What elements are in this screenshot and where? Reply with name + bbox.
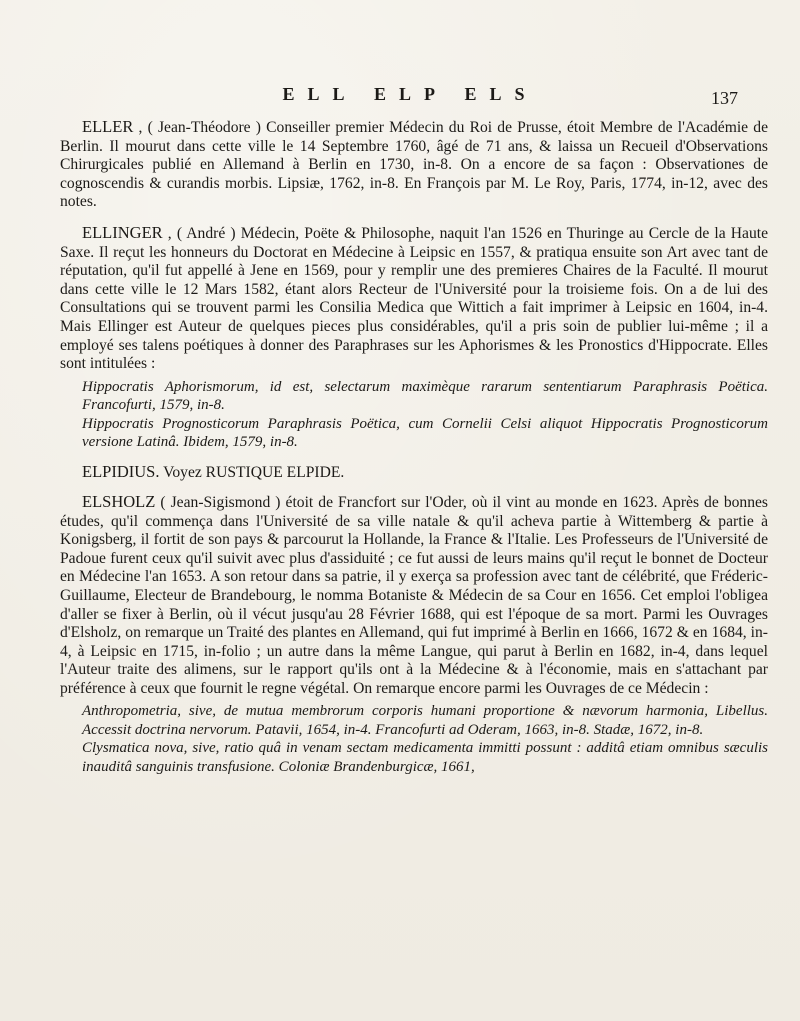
works-list	[60, 702, 768, 776]
entry-text: Voyez RUSTIQUE ELPIDE.	[163, 464, 345, 482]
page-header	[60, 78, 760, 108]
work-title: Anthropometria, sive, de mutua membrorum corporis humani proportione & nævorum harmonia, Libellus. Accessit doctrina nervorum. Patavii, 1654, in-4. Francofurti ad Oderam, 1663, in-8. Stadæ, 1672, in-8.	[82, 703, 768, 738]
work-title: Hippocratis Prognosticorum Paraphrasis Poëtica, cum Cornelii Celsi aliquot Hippocratis Prognosticorum versione Latinâ. Ibidem, 1579, in-8.	[82, 415, 768, 450]
running-head: ELL ELP ELS	[282, 84, 538, 104]
work-title: Clysmatica nova, sive, ratio quâ in venam sectam medicamenta immitti possunt : additâ etiam omnibus sæculis inauditâ sanguinis transfusione. Coloniæ Brandenburgicæ, 1661,	[82, 740, 768, 775]
work-title: Hippocratis Aphorismorum, id est, selectarum maximèque rararum sententiarum Paraphrasis Poëtica. Francofurti, 1579, in-8.	[82, 378, 768, 414]
entry-elpidius	[60, 463, 768, 483]
page-number: 137	[711, 88, 738, 108]
entry-headword: ELPIDIUS.	[82, 462, 160, 482]
entry-text: , ( Jean-Théodore ) Conseiller premier Médecin du Roi de Prusse, étoit Membre de l'Académie de Berlin. Il mourut dans cette ville le 14 Septembre 1760, âgé de 71 ans, & laissa un Recueil d'Observations Chirurgicales publié en Allemand à Berlin en 1730, in-8. On a encore de sa façon : Observationes de cognoscendis & curandis morbis. Lipsiæ, 1762, in-8. En François par M. Le Roy, Paris, 1774, in-12, avec des notes.	[60, 119, 768, 211]
entry-headword: ELLINGER	[82, 222, 163, 242]
entry-headword: ELLER	[82, 117, 134, 136]
page-body	[60, 118, 768, 776]
entry-headword: ELSHOLZ	[82, 491, 156, 511]
entry-eller	[60, 118, 768, 212]
entry-text: , ( André ) Médecin, Poëte & Philosophe, naquit l'an 1526 en Thuringe au Cercle de la Haute Saxe. Il reçut les honneurs du Doctorat en Médecine à Leipsic en 1557, & pratiqua ensuite son Art avec tant de réputation, qu'il fut appellé à Jene en 1569, pour y remplir une des premieres Chaires de la Faculté. Il mourut dans cette ville le 12 Mars 1582, étant alors Recteur de l'Université pour la troisieme fois. On a de lui des Consultations qui se trouvent parmi les Consilia Medica que Wittich a fait imprimer à Leipsic en 1604, in-4. Mais Ellinger est Auteur de quelques pieces plus considérables, qu'il a pris soin de publier lui-même ; il a employé ses talens poétiques à donner des Paraphrases sur les Aphorismes & les Pronostics d'Hippocrate. Elles sont intitulées :	[60, 224, 768, 373]
entry-text: ( Jean-Sigismond ) étoit de Francfort sur l'Oder, où il vint au monde en 1623. Après de bonnes études, qu'il commença dans l'Université de sa ville natale & qu'il acheva partie à Wittemberg & partie à Konigsberg, il fortit de son pays & parcourut la Hollande, la France & l'Italie. Les Professeurs de l'Université de Padoue furent ceux qu'il suivit avec plus d'assiduité ; ce fut aussi de leurs mains qu'il reçut le bonnet de Docteur en Médecine l'an 1653. A son retour dans sa patrie, il y exerça sa profession avec tant de célébrité, que Fréderic-Guillaume, Electeur de Brandebourg, le nomma Botaniste & Médecin de sa Cour en 1656. Cet emploi l'obligea d'aller se fixer à Berlin, où il vécut jusqu'au 28 Février 1688, qui est l'époque de sa mort. Parmi les Ouvrages d'Elsholz, on remarque un Traité des plantes en Allemand, qui fut imprimé à Berlin en 1666, 1672 & en 1684, in-4, à Leipsic en 1715, in-folio ; un autre dans la même Langue, qui parut à Berlin en 1682, in-4, dans lequel l'Auteur traite des alimens, sur le rapport qu'ils ont à la Médecine & à l'économie, mais en s'attachant par préférence à ceux que fournit le regne végétal. On remarque encore parmi les Ouvrages de ce Médecin :	[60, 493, 768, 697]
entry-ellinger	[60, 224, 768, 374]
entry-elsholz	[60, 493, 768, 699]
works-list	[60, 378, 768, 452]
